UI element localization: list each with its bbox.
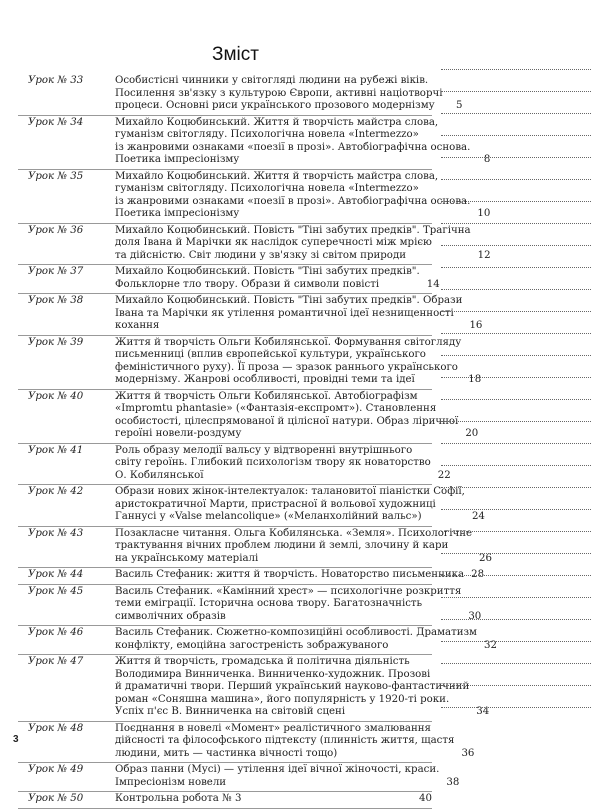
topic-line: аристократичної Марти, пристрасної й вольової художниці (115, 498, 436, 510)
page-ref: 12 (477, 249, 491, 261)
lesson-topic (115, 793, 432, 806)
lesson-topic (115, 528, 492, 566)
page-ref: 22 (437, 469, 451, 481)
lesson-topic (115, 656, 489, 719)
topic-line: Життя й творчість, громадська й політична діяльність (115, 656, 410, 667)
topic-line: роман «Соняшна машина», його популярність у 1920-ті роки. (115, 693, 450, 705)
topic-line: письменниці (вплив європейської культури, українського (115, 349, 426, 360)
lesson-label: Урок № 43 (28, 527, 84, 539)
topic-line: Роль образу мелодії вальсу у відтворенні внутрішнього (115, 444, 413, 456)
lesson-topic (115, 764, 459, 789)
lesson-topic (115, 627, 497, 652)
note-line (441, 488, 591, 510)
topic-line: феміністичного руху). Її проза — зразок раннього українського (115, 361, 458, 373)
lesson-topic (115, 586, 481, 624)
toc-entry (18, 116, 491, 170)
note-line (441, 70, 591, 92)
toc-entry (18, 390, 479, 444)
note-line (441, 202, 591, 224)
page-ref: 26 (479, 552, 493, 564)
toc-entry (18, 585, 482, 627)
toc-entry (18, 626, 497, 655)
lesson-label: Урок № 47 (28, 656, 84, 667)
topic-line: Життя й творчість Ольги Кобилянської. Автобіографізм (115, 390, 418, 402)
note-line (441, 158, 591, 180)
page-ref: 36 (461, 747, 475, 759)
lesson-label: Урок № 34 (28, 116, 84, 128)
lesson-label: Урок № 40 (28, 390, 84, 402)
lesson-topic (115, 225, 491, 263)
toc-entry (18, 485, 485, 527)
topic-line: Михайло Коцюбинський. Повість "Тіні забутих предків". Образи (115, 295, 463, 306)
topic-line: особистості, цілеспрямованої й цілісної натури. Образ ліричної (115, 415, 459, 427)
note-line (441, 686, 591, 708)
note-line (441, 378, 591, 400)
page-ref: 28 (471, 569, 485, 580)
topic-line: Позакласне читання. Ольга Кобилянська. «Земля». Психологічне (115, 527, 473, 539)
lesson-topic (115, 75, 462, 113)
topic-line: теми еміграції. Історична основа твору. Багатозначність (115, 598, 423, 609)
toc-entry (18, 444, 451, 486)
page-ref: 38 (446, 776, 460, 788)
topic-line: Особистісні чинники у світогляді людини на рубежі віків. (115, 75, 429, 86)
note-line (441, 224, 591, 246)
note-line (441, 312, 591, 334)
lesson-label: Урок № 33 (28, 75, 84, 86)
topic-line: Михайло Коцюбинський. Повість "Тіні забутих предків". (115, 266, 420, 277)
lesson-label: Урок № 38 (28, 295, 84, 306)
lesson-topic (115, 117, 490, 167)
page-ref: 14 (426, 278, 440, 290)
toc-entry (18, 568, 485, 585)
note-line (441, 48, 591, 70)
lesson-label: Урок № 39 (28, 336, 84, 348)
note-line (441, 576, 591, 598)
note-line (441, 92, 591, 114)
note-line (441, 180, 591, 202)
lesson-topic (115, 266, 440, 291)
topic-line: символічних образів (115, 610, 226, 622)
toc-entry (18, 722, 475, 764)
lesson-label: Урок № 45 (28, 585, 84, 597)
topic-line: Фольклорне тло твору. Образи й символи повісті (115, 278, 380, 290)
toc-entry (18, 655, 490, 722)
note-line (441, 620, 591, 642)
topic-line: конфлікту, емоційна загостреність зображуваного (115, 639, 389, 651)
toc-entry (18, 336, 482, 390)
lesson-topic (115, 569, 484, 582)
note-line (441, 114, 591, 136)
lesson-topic (115, 445, 451, 483)
lesson-label: Урок № 49 (28, 764, 84, 775)
topic-line: Ганнусі у «Valse melancolique» («Меланхолійний вальс») (115, 511, 422, 522)
lesson-topic (115, 337, 481, 387)
topic-line: Михайло Коцюбинський. Життя й творчість майстра слова, (115, 170, 439, 182)
note-line (441, 290, 591, 312)
note-line (441, 466, 591, 488)
note-line (441, 532, 591, 554)
topic-line: Успіх п'єс В. Винниченка на світовій сцені (115, 706, 346, 717)
page-ref: 40 (419, 793, 432, 804)
topic-line: трактування вічних проблем людини й землі, злочину й кари (115, 540, 449, 551)
topic-line: із жанровими ознаками «поезії в прозі». Автобіографічна основа. (115, 141, 471, 153)
topic-line: Івана та Марічки як утілення романтичної ідеї незнищенності (115, 307, 454, 319)
lesson-topic (115, 723, 474, 761)
topic-line: кохання (115, 320, 160, 331)
topic-line: героїні новели-роздуму (115, 428, 242, 439)
note-line (441, 356, 591, 378)
topic-line: доля Івана й Марічки як наслідок суперечності між мрією (115, 237, 432, 248)
lesson-label: Урок № 41 (28, 444, 84, 456)
page-ref: 16 (469, 320, 483, 331)
topic-line: світу героїнь. Глибокий психологізм твору як новаторство (115, 457, 431, 468)
topic-line: Поетика імпресіонізму (115, 208, 240, 219)
topic-line: процеси. Основні риси українського прозового модернізму (115, 100, 435, 111)
page-ref: 20 (465, 428, 479, 439)
notes-column (441, 48, 591, 708)
note-line (441, 268, 591, 290)
lesson-topic (115, 295, 482, 333)
note-line (441, 334, 591, 356)
note-line (441, 246, 591, 268)
toc-entry (18, 294, 483, 336)
topic-line: Поєднання в новелі «Момент» реалістичного змалювання (115, 722, 431, 734)
topic-line: Життя й творчість Ольги Кобилянської. Формування світогляду (115, 336, 462, 348)
lesson-label: Урок № 46 (28, 627, 84, 638)
note-line (441, 639, 591, 664)
table-of-contents (18, 74, 497, 809)
lesson-label: Урок № 35 (28, 170, 84, 182)
toc-entry (18, 265, 440, 294)
lesson-label: Урок № 50 (28, 793, 84, 804)
toc-entry (18, 224, 491, 266)
note-line (441, 136, 591, 158)
lesson-label: Урок № 36 (28, 224, 84, 236)
topic-line: «Impromtu phantasie» («Фантазія-експромт»). Становлення (115, 403, 437, 414)
toc-entry (18, 170, 491, 224)
page-ref: 8 (483, 154, 491, 165)
topic-line: Василь Стефаник. «Камінний хрест» — психологічне розкриття (115, 585, 462, 597)
topic-line: із жанровими ознаками «поезії в прозі». Автобіографічна основа. (115, 195, 471, 207)
topic-line: Імпресіонізм новели (115, 776, 227, 788)
topic-line: Михайло Коцюбинський. Повість "Тіні забутих предків". Трагічна (115, 224, 471, 236)
page-title: Зміст (212, 44, 259, 65)
page-ref: 34 (476, 706, 490, 717)
topic-line: О. Кобилянської (115, 469, 204, 481)
lesson-label: Урок № 37 (28, 266, 84, 277)
lesson-topic (115, 391, 478, 441)
note-line (441, 664, 591, 686)
topic-line: гуманізм світогляду. Психологічна новела «Intermezzo» (115, 129, 419, 140)
lesson-label: Урок № 48 (28, 722, 84, 734)
topic-line: гуманізм світогляду. Психологічна новела «Intermezzo» (115, 183, 419, 194)
page-ref: 32 (484, 639, 497, 651)
topic-line: Посилення зв'язку з культурою Європи, активні націотворчі (115, 87, 443, 99)
toc-entry (18, 763, 460, 792)
topic-line: Контрольна робота № 3 (115, 793, 242, 804)
lesson-topic (115, 486, 485, 524)
lesson-label: Урок № 44 (28, 569, 84, 580)
page-ref: 18 (468, 374, 482, 385)
note-line (441, 598, 591, 620)
page-ref: 24 (471, 511, 485, 522)
note-line (441, 400, 591, 422)
note-line (441, 444, 591, 466)
note-line (441, 422, 591, 444)
topic-line: людини, мить — частинка вічності тощо) (115, 747, 338, 759)
topic-line: дійсності та філософського підтексту (плинність життя, щастя (115, 735, 455, 746)
topic-line: Володимира Винниченка. Винниченко-художник. Прозові (115, 668, 431, 680)
toc-entry (18, 74, 463, 116)
topic-line: на українському матеріалі (115, 552, 259, 564)
toc-entry (18, 792, 432, 809)
page-number: 3 (13, 734, 19, 745)
topic-line: та дійсністю. Світ людини у зв'язку зі світом природи (115, 249, 407, 261)
page-ref: 30 (468, 610, 482, 622)
topic-line: модернізму. Жанрові особливості, провідні теми та ідеї (115, 374, 415, 385)
page-ref: 10 (477, 208, 491, 219)
topic-line: Василь Стефаник: життя й творчість. Новаторство письменника (115, 569, 465, 580)
topic-line: Василь Стефаник. Сюжетно-композиційні особливості. Драматизм (115, 627, 477, 638)
toc-entry (18, 527, 493, 569)
note-line (441, 510, 591, 532)
topic-line: й драматичні твори. Перший український науково-фантастичний (115, 681, 470, 692)
note-line (441, 554, 591, 576)
topic-line: Поетика імпресіонізму (115, 154, 240, 165)
page-ref: 5 (455, 100, 463, 111)
topic-line: Образ панни (Мусі) — утілення ідеї вічної жіночості, краси. (115, 764, 440, 775)
lesson-label: Урок № 42 (28, 486, 84, 497)
topic-line: Михайло Коцюбинський. Життя й творчість майстра слова, (115, 116, 439, 128)
lesson-topic (115, 171, 490, 221)
topic-line: Образи нових жінок-інтелектуалок: талановитої піаністки Софії, (115, 486, 465, 497)
